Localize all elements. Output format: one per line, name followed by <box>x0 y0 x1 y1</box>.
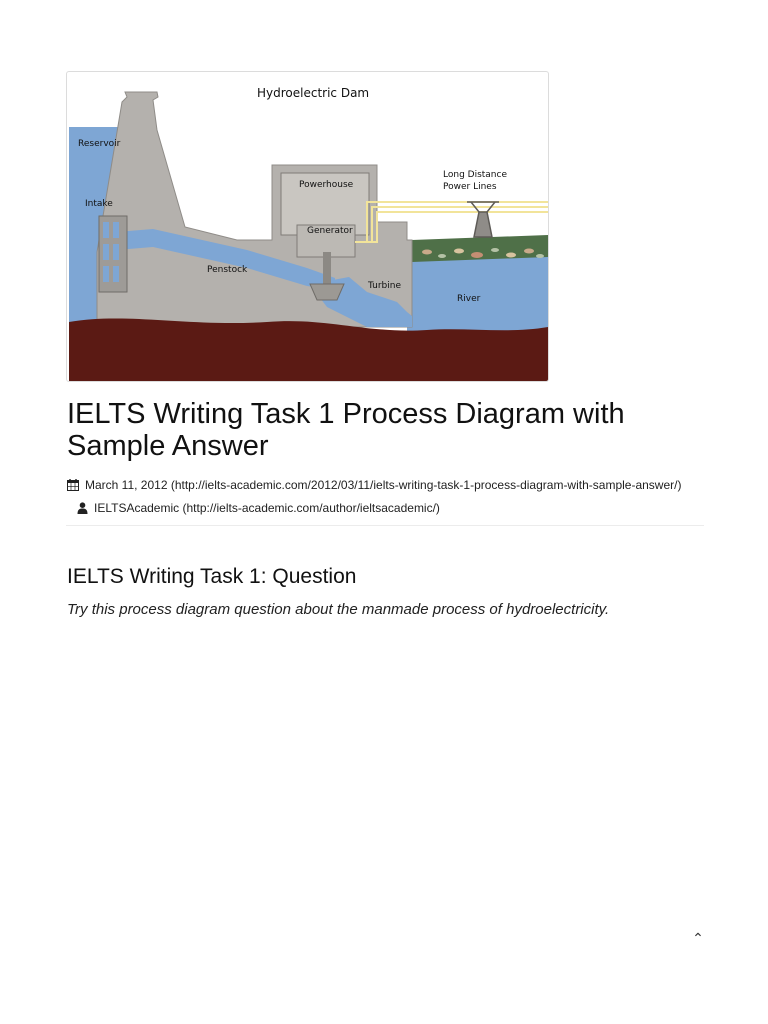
section-intro: Try this process diagram question about the manmade process of hydroelectricity. <box>67 601 610 618</box>
post-date-link[interactable] <box>85 478 681 492</box>
post-date-url: (http://ielts-academic.com/2012/03/11/ielts-writing-task-1-process-diagram-with-sample-answer/) <box>170 478 682 492</box>
meta-divider <box>66 525 704 526</box>
calendar-icon <box>67 477 79 498</box>
post-meta <box>67 475 707 521</box>
label-power-lines-2: Power Lines <box>443 182 497 192</box>
back-to-top-button[interactable] <box>686 926 710 950</box>
chevron-up-icon: ⌃ <box>692 930 704 946</box>
post-author-link[interactable] <box>94 501 440 515</box>
hydroelectric-dam-diagram <box>66 71 549 382</box>
label-turbine: Turbine <box>368 281 401 291</box>
post-author-url: (http://ielts-academic.com/author/ieltsacademic/) <box>182 501 440 515</box>
turbine-shaft <box>323 252 331 288</box>
label-power-lines-1: Long Distance <box>443 170 507 180</box>
label-reservoir: Reservoir <box>78 139 121 149</box>
user-icon <box>77 500 88 521</box>
post-date: March 11, 2012 <box>85 478 168 492</box>
diagram-svg <box>67 72 548 381</box>
post-title: IELTS Writing Task 1 Process Diagram with Sample Answer <box>67 398 625 462</box>
section-heading: IELTS Writing Task 1: Question <box>67 565 357 588</box>
diagram-title: Hydroelectric Dam <box>257 86 370 100</box>
label-generator: Generator <box>307 226 353 236</box>
label-penstock: Penstock <box>207 265 248 275</box>
post-author: IELTSAcademic <box>94 501 180 515</box>
label-intake: Intake <box>85 199 113 209</box>
label-river: River <box>457 294 481 304</box>
label-powerhouse: Powerhouse <box>299 180 354 190</box>
